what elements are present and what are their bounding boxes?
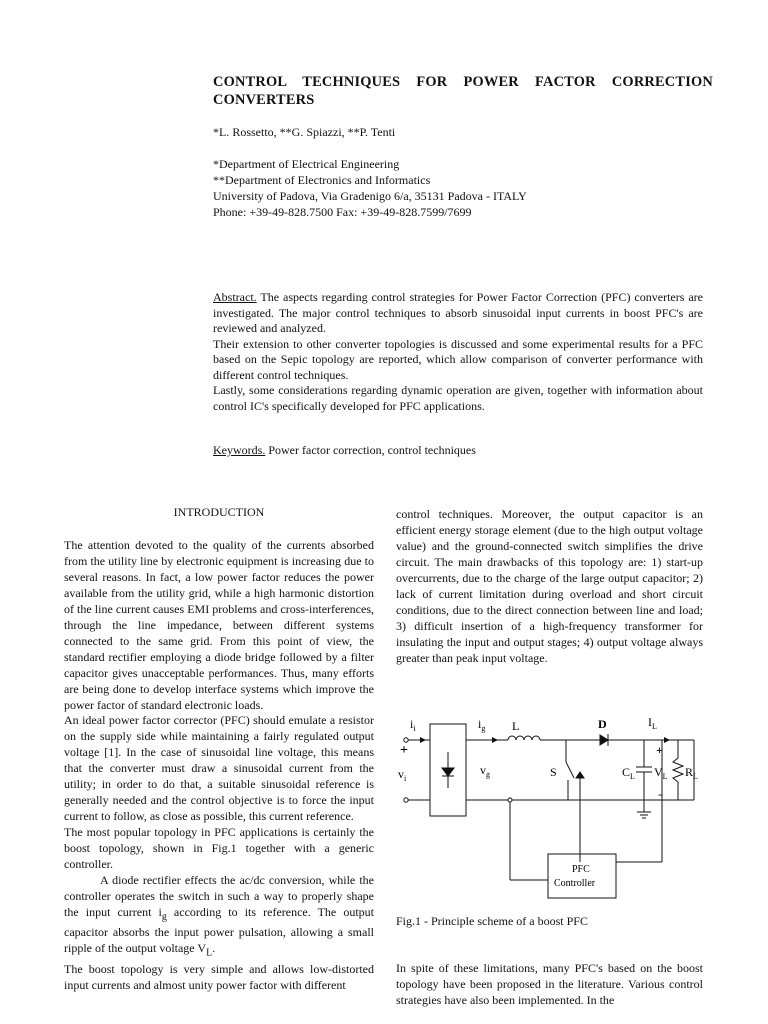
controller-label-top: PFC [572, 864, 590, 875]
section-heading: INTRODUCTION [173, 505, 265, 519]
body-paragraph: The attention devoted to the quality of the currents absorbed from the utility line by electronic equipment is increasing due to several reasons. In fact, a low power factor reduces the power available from the utility grid, while a high harmonic distortion of the line current causes EMI problems and cross-interferences, through the line impedance, between different systems connected to the same grid. From this point of view, the standard rectifier employing a diode bridge followed by a filter capacitor gives unacceptable performances. Thus, many efforts are being done to develop interface systems which improve the power factor of standard electronic loads. [64, 538, 374, 712]
body-paragraph: The boost topology is very simple and allows low-distorted input currents and almost unity power factor with different [64, 961, 374, 992]
controller-label-bottom: Controller [554, 878, 596, 889]
output-plus-sign: + [656, 743, 663, 757]
switch [566, 762, 574, 778]
left-column [64, 538, 374, 993]
body-paragraph: control techniques. Moreover, the output capacitor is an efficient energy storage element (due to the high output voltage value) and the ground-connected switch simplifies the drive circuit. The main drawbacks of this topology are: 1) start-up overcurrents, due to the charge of the large output capacitor; 2) lack of current limitation during overload and short circuit conditions, due to the direct connection between line and load; 3) difficult insertion of a high-frequency transformer for insulating the input and output stages; 4) output voltage always greater than peak input voltage. [396, 507, 703, 665]
affiliation-block [213, 156, 527, 220]
right-column-top [396, 507, 703, 667]
abstract-paragraph: Lastly, some considerations regarding dynamic operation are given, together with information about control IC's specifically developed for PFC applications. [213, 383, 703, 413]
inductor [508, 736, 540, 740]
keywords [213, 443, 476, 458]
rectified-current-label: $i_g$ [478, 717, 486, 733]
keywords-label: Keywords. [213, 443, 266, 457]
body-paragraph: In spite of these limitations, many PFC's based on the boost topology have been proposed in the literature. Various control strategies have also been implemented. In the [396, 961, 703, 1007]
body-paragraph: An ideal power factor corrector (PFC) should emulate a resistor on the supply side while maintaining a fairly regulated output voltage [1]. In the case of sinusoidal line voltage, this means that the converter must draw a sinusoidal current from the utility; in order to do that, a suitable sinusoidal reference is generally needed and the control objective is to force the input current to follow, as close as possible, this current reference. [64, 713, 374, 824]
plus-sign: + [400, 743, 408, 758]
output-minus-sign: - [658, 787, 662, 801]
load-current-label: $I_L$ [648, 715, 657, 731]
load-resistor [673, 758, 683, 782]
right-column-bottom [396, 961, 703, 1009]
affiliation-line: **Department of Electronics and Informatics [213, 173, 431, 187]
abstract-label: Abstract. [213, 290, 257, 304]
capacitor-label: $C_L$ [622, 765, 635, 781]
inductor-label: L [512, 719, 520, 733]
rectified-voltage-label: $v_g$ [480, 763, 490, 779]
body-paragraph: The most popular topology in PFC applications is certainly the boost topology, shown in Fig.1 together with a generic controller. [64, 825, 374, 872]
keywords-text: Power factor correction, control techniques [265, 443, 476, 457]
abstract-paragraph: The aspects regarding control strategies for Power Factor Correction (PFC) converters are investigated. The major control techniques to absorb sinusoidal input currents in boost PFC's are reviewed and analyzed. [213, 290, 703, 335]
pfc-controller-box [548, 854, 616, 898]
switch-label: S [550, 765, 557, 779]
figure-caption: Fig.1 - Principle scheme of a boost PFC [396, 914, 588, 928]
body-paragraph: A diode rectifier effects the ac/dc conversion, while the controller operates the switch in such a way to properly shape the input current $i_g$ according to its reference. The output capacitor absorbs the input power pulsation, allowing a small ripple of the output voltage $V_L$. [64, 873, 374, 959]
output-voltage-label: $V_L$ [654, 765, 668, 781]
input-terminal-top [404, 738, 408, 742]
abstract [213, 290, 703, 414]
boost-pfc-schematic [396, 712, 706, 902]
affiliation-line: *Department of Electrical Engineering [213, 157, 400, 171]
resistor-label: $R_L$ [685, 765, 698, 781]
output-diode [600, 735, 608, 745]
author-list: *L. Rossetto, **G. Spiazzi, **P. Tenti [213, 125, 396, 139]
input-voltage-label: $v_i$ [398, 767, 407, 783]
paper-title: CONTROL TECHNIQUES FOR POWER FACTOR CORRECTION CONVERTERS [213, 74, 713, 108]
input-terminal-bottom [404, 798, 408, 802]
abstract-paragraph: Their extension to other converter topologies is discussed and some experimental results for a PFC based on the Sepic topology are reported, which allow comparison of converter performance with different control techniques. [213, 336, 703, 382]
affiliation-line: University of Padova, Via Gradenigo 6/a, 35131 Padova - ITALY [213, 189, 527, 203]
input-current-label: $i_i$ [410, 717, 416, 733]
contact-line: Phone: +39-49-828.7500 Fax: +39-49-828.7599/7699 [213, 205, 472, 219]
diode-label: D [598, 717, 607, 731]
